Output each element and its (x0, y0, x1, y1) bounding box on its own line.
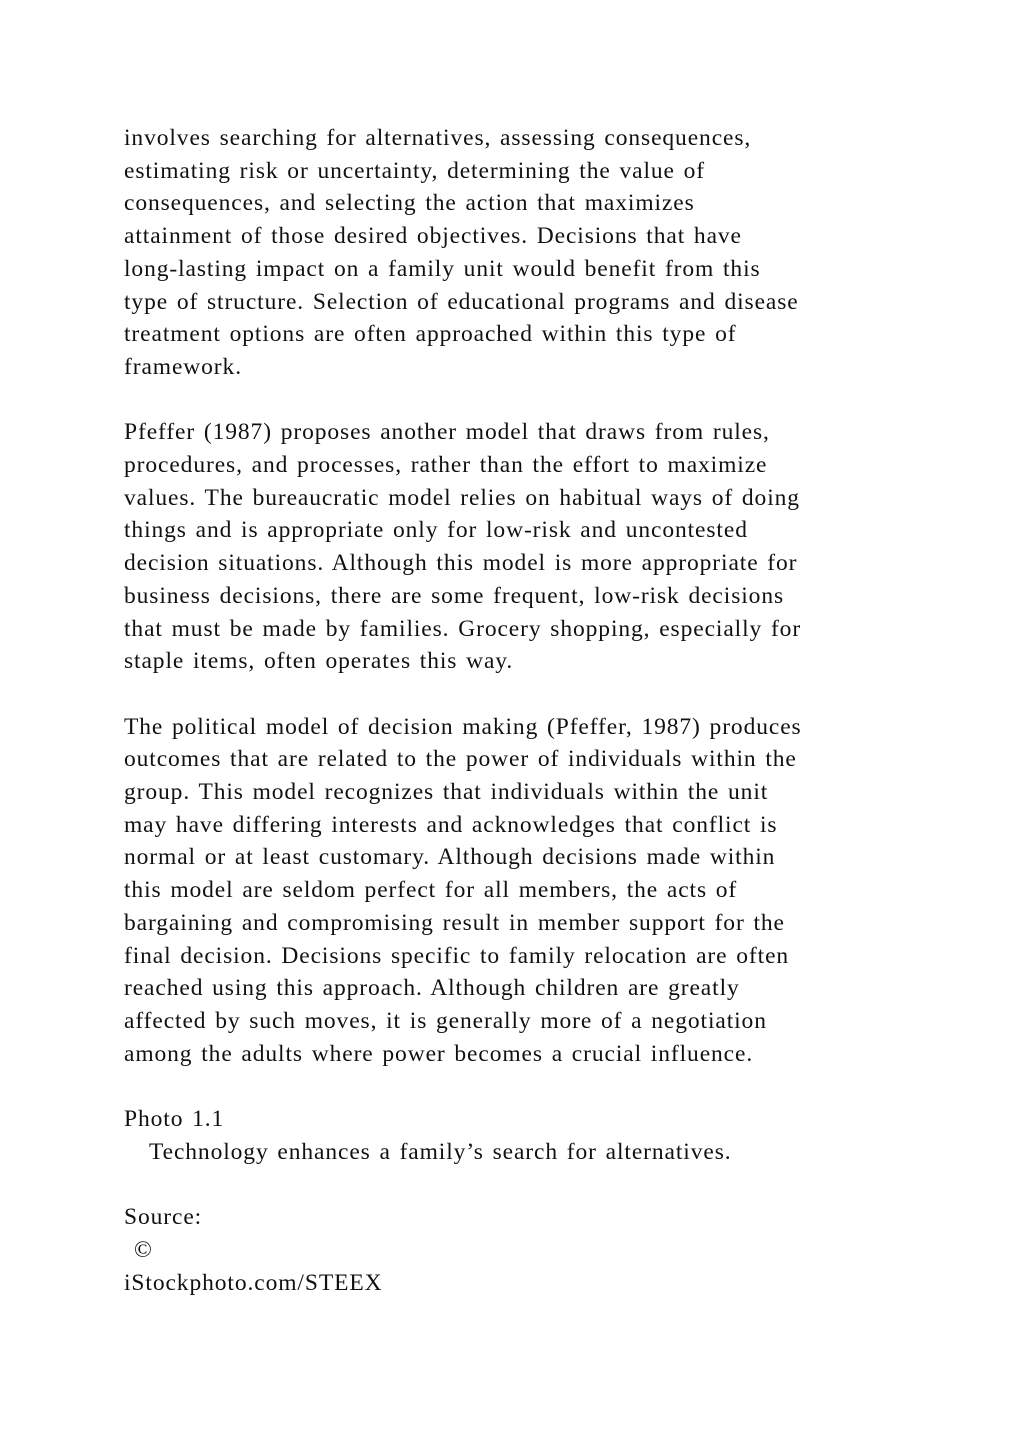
text-line: things and is appropriate only for low-risk and uncontested (124, 517, 748, 544)
text-line: this model are seldom perfect for all members, the acts of (124, 877, 738, 904)
photo-caption-block (124, 1103, 1004, 1168)
text-line: type of structure. Selection of educational programs and disease (124, 288, 799, 315)
photo-label: Photo 1.1 (124, 1106, 225, 1133)
text-line: procedures, and processes, rather than the effort to maximize (124, 452, 768, 479)
text-line: normal or at least customary. Although decisions made within (124, 844, 776, 871)
text-line: decision situations. Although this model is more appropriate for (124, 550, 798, 577)
text-line: bargaining and compromising result in member support for the (124, 909, 785, 936)
text-line: The political model of decision making (Pfeffer, 1987) produces (124, 713, 802, 740)
text-line: consequences, and selecting the action that maximizes (124, 190, 695, 217)
text-line: Pfeffer (1987) proposes another model that draws from rules, (124, 419, 770, 446)
text-line: among the adults where power becomes a crucial influence. (124, 1040, 754, 1067)
text-line: framework. (124, 353, 242, 380)
text-line: staple items, often operates this way. (124, 648, 514, 675)
text-line: outcomes that are related to the power of individuals within the (124, 746, 797, 773)
text-line: group. This model recognizes that individuals within the unit (124, 779, 769, 806)
text-line: may have differing interests and acknowledges that conflict is (124, 811, 778, 838)
copyright-symbol: © (134, 1236, 153, 1263)
text-line: long-lasting impact on a family unit would benefit from this (124, 255, 761, 282)
text-line: involves searching for alternatives, assessing consequences, (124, 125, 752, 151)
paragraph-political-model (124, 711, 1004, 1071)
photo-source-block (124, 1201, 1004, 1299)
source-credit: iStockphoto.com/STEEX (124, 1269, 383, 1296)
text-line: reached using this approach. Although children are greatly (124, 975, 740, 1002)
source-label: Source: (124, 1204, 203, 1231)
text-line: attainment of those desired objectives. Decisions that have (124, 223, 742, 250)
text-line: business decisions, there are some frequent, low-risk decisions (124, 582, 785, 609)
text-line: affected by such moves, it is generally more of a negotiation (124, 1007, 767, 1034)
document-page (124, 122, 1004, 1299)
paragraph-bureaucratic-model (124, 416, 1004, 678)
text-line: final decision. Decisions specific to family relocation are often (124, 942, 790, 969)
text-line: values. The bureaucratic model relies on habitual ways of doing (124, 484, 800, 511)
text-line: that must be made by families. Grocery shopping, especially for (124, 615, 802, 642)
text-line: treatment options are often approached within this type of (124, 321, 737, 348)
text-line: estimating risk or uncertainty, determining the value of (124, 157, 706, 184)
photo-caption: Technology enhances a family’s search for alternatives. (149, 1138, 732, 1165)
paragraph-decision-models (124, 122, 1004, 384)
